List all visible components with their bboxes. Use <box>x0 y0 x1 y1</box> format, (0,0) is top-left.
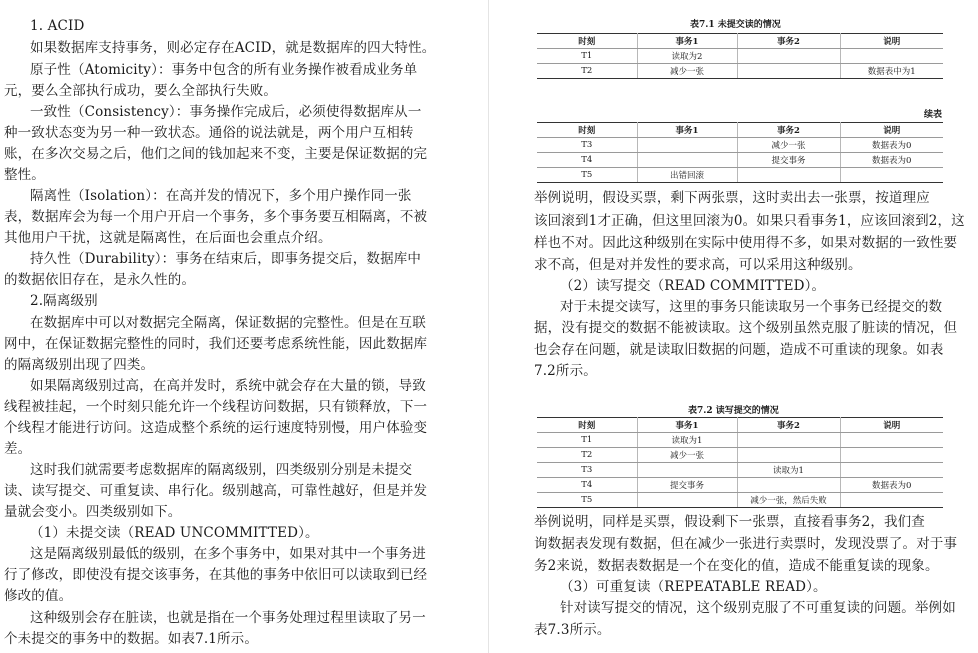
text-line: 举例说明，假设买票，剩下两张票，这时卖出去一张票，按道理应 <box>534 190 930 206</box>
right-page <box>500 0 978 653</box>
table-cell: T4 <box>537 478 637 493</box>
table-cell <box>737 448 840 463</box>
acid-heading: 1. ACID <box>30 18 85 34</box>
text-line: 持久性（Durability）：事务在结束后，即事务提交后，数据库中 <box>30 251 422 267</box>
table-cell: 提交事务 <box>637 478 737 493</box>
text-line: 账，在多次交易之后，他们之间的钱加起来不变，主要是保证数据的完 <box>4 146 428 162</box>
text-line: 7.2所示。 <box>534 363 597 379</box>
header-cell: 时刻 <box>537 123 637 138</box>
text-line: 个未提交的事务中的数据。如表7.1所示。 <box>4 631 258 647</box>
table-cell <box>737 168 840 183</box>
table-row <box>537 448 943 463</box>
table-row <box>537 153 943 168</box>
text-line: 一致性（Consistency）：事务操作完成后，必须使得数据库从一 <box>30 104 422 120</box>
header-cell: 说明 <box>840 34 943 49</box>
table-7-1-continued <box>537 122 943 183</box>
text-line: 隔离性（Isolation）：在高并发的情况下，多个用户操作同一张 <box>30 188 412 204</box>
table-cell: T3 <box>537 138 637 153</box>
table-cell <box>840 433 943 448</box>
table-cell: 数据表为0 <box>840 153 943 168</box>
text-line: 量就会变小。四类级别如下。 <box>4 504 182 520</box>
header-cell: 事务2 <box>737 123 840 138</box>
text-line: 这是隔离级别最低的级别，在多个事务中，如果对其中一个事务进 <box>30 546 426 562</box>
text-line: 其他用户干扰，这就是隔离性，在后面也会重点介绍。 <box>4 230 332 246</box>
text-line: 这种级别会存在脏读，也就是指在一个事务处理过程里读取了另一 <box>30 610 426 626</box>
table-row <box>537 64 943 79</box>
table-header-row <box>537 123 943 138</box>
table-cell: T1 <box>537 433 637 448</box>
text-line: 表，数据库会为每一个用户开启一个事务，多个事务要互相隔离，不被 <box>4 209 428 225</box>
text-line: 询数据表发现有数据，但在减少一张进行卖票时，发现没票了。对于事 <box>534 536 958 552</box>
text-line: 如果隔离级别过高，在高并发时，系统中就会存在大量的锁，导致 <box>30 378 426 394</box>
table-row <box>537 493 943 508</box>
text-line: 个线程才能进行访问。这造成整个系统的运行速度特别慢，用户体验变 <box>4 420 428 436</box>
text-line: 也会存在问题，就是读取旧数据的问题，造成不可重读的现象。如表 <box>534 342 944 358</box>
table-cell <box>737 49 840 64</box>
table-row <box>537 478 943 493</box>
header-cell: 时刻 <box>537 418 637 433</box>
text-line: 原子性（Atomicity）：事务中包含的所有业务操作被看成业务单 <box>30 62 418 78</box>
text-line: 的隔离级别出现了四类。 <box>4 357 155 373</box>
table-cell <box>840 168 943 183</box>
table-cell: T4 <box>537 153 637 168</box>
text-line: 务2来说，数据表数据是一个在变化的值，造成不能重复读的现象。 <box>534 558 939 574</box>
text-line: 表7.3所示。 <box>534 622 611 638</box>
table-cell: 读取为2 <box>637 49 737 64</box>
header-cell: 事务1 <box>637 34 737 49</box>
text-line: 的数据依旧存在，是永久性的。 <box>4 272 196 288</box>
table-header-row <box>537 34 943 49</box>
isolation-level-heading: 2.隔离级别 <box>30 293 98 309</box>
table-cell: 提交事务 <box>737 153 840 168</box>
text-line: 该回滚到1才正确，但这里回滚为0。如果只看事务1，应该回滚到2，这 <box>534 213 965 229</box>
table-cell: 出错回滚 <box>637 168 737 183</box>
table-cell <box>737 64 840 79</box>
table-7-1-caption: 表7.1 未提交读的情况 <box>690 20 781 30</box>
text-line: 行了修改，即使没有提交该事务，在其他的事务中依旧可以读取到已经 <box>4 567 428 583</box>
table-cell: T5 <box>537 168 637 183</box>
text-line: 这时我们就需要考虑数据库的隔离级别，四类级别分别是未提交 <box>30 462 413 478</box>
text-line: 元，要么全部执行成功，要么全部执行失败。 <box>4 83 277 99</box>
table-cell <box>637 153 737 168</box>
table-row <box>537 168 943 183</box>
text-line: 求不高，但是对并发性的要求高，可以采用这种级别。 <box>534 257 862 273</box>
table-cell <box>637 463 737 478</box>
table-cell <box>840 493 943 508</box>
table-cell: T2 <box>537 64 637 79</box>
text-line: 读、读写提交、可重复读、串行化。级别越高，可靠性越好，但是并发 <box>4 483 428 499</box>
text-line: 网中，在保证数据完整性的同时，我们还要考虑系统性能，因此数据库 <box>4 336 428 352</box>
text-line: 样也不对。因此这种级别在实际中使用得不多，如果对数据的一致性要 <box>534 235 958 251</box>
table-cell: 减少一张 <box>737 138 840 153</box>
text-line: 在数据库中可以对数据完全隔离，保证数据的完整性。但是在互联 <box>30 315 426 331</box>
table-cell: 减少一张，然后失败 <box>737 493 840 508</box>
table-cell <box>840 463 943 478</box>
table-cell: T5 <box>537 493 637 508</box>
table-7-2 <box>537 417 943 508</box>
header-cell: 说明 <box>840 123 943 138</box>
table-cell: T1 <box>537 49 637 64</box>
table-cell <box>637 493 737 508</box>
header-cell: 说明 <box>840 418 943 433</box>
table-7-1 <box>537 33 943 79</box>
table-cell: 减少一张 <box>637 448 737 463</box>
continued-table-label: 续表 <box>924 110 943 120</box>
table-cell <box>737 478 840 493</box>
header-cell: 事务1 <box>637 123 737 138</box>
table-cell: 数据表为0 <box>840 138 943 153</box>
table-cell: 读取为1 <box>737 463 840 478</box>
table-cell: 读取为1 <box>637 433 737 448</box>
table-cell <box>637 138 737 153</box>
text-line: 修改的值。 <box>4 588 73 604</box>
header-cell: 事务2 <box>737 34 840 49</box>
read-committed-heading: （2）读写提交（READ COMMITTED）。 <box>560 278 826 294</box>
text-line: 线程被挂起，一个时刻只能允许一个线程访问数据，只有锁释放，下一 <box>4 399 428 415</box>
page-divider <box>488 0 489 653</box>
table-cell: T3 <box>537 463 637 478</box>
table-header-row <box>537 418 943 433</box>
text-line: 据，没有提交的数据不能被读取。这个级别虽然克服了脏读的情况，但 <box>534 320 958 336</box>
text-line: 整性。 <box>4 167 45 183</box>
table-cell: 数据表为0 <box>840 478 943 493</box>
text-line: 如果数据库支持事务，则必定存在ACID，就是数据库的四大特性。 <box>30 40 436 56</box>
table-cell <box>840 49 943 64</box>
text-line: 对于未提交读写，这里的事务只能读取另一个事务已经提交的数 <box>560 299 943 315</box>
text-line: 种一致状态变为另一种一致状态。通俗的说法就是，两个用户互相转 <box>4 125 414 141</box>
repeatable-read-heading: （3）可重复读（REPEATABLE READ）。 <box>560 579 827 595</box>
table-row <box>537 463 943 478</box>
table-cell: T2 <box>537 448 637 463</box>
header-cell: 事务1 <box>637 418 737 433</box>
table-row <box>537 49 943 64</box>
text-line: 差。 <box>4 441 32 457</box>
left-page <box>0 0 478 653</box>
table-row <box>537 138 943 153</box>
text-line: 举例说明，同样是买票，假设剩下一张票，直接看事务2，我们查 <box>534 514 925 530</box>
read-uncommitted-heading: （1）未提交读（READ UNCOMMITTED）。 <box>30 525 319 541</box>
header-cell: 事务2 <box>737 418 840 433</box>
table-cell <box>737 433 840 448</box>
text-line: 针对读写提交的情况，这个级别克服了不可重复读的问题。举例如 <box>560 600 956 616</box>
table-7-2-caption: 表7.2 读写提交的情况 <box>688 406 779 416</box>
table-row <box>537 433 943 448</box>
header-cell: 时刻 <box>537 34 637 49</box>
table-cell: 数据表中为1 <box>840 64 943 79</box>
table-cell: 减少一张 <box>637 64 737 79</box>
table-cell <box>840 448 943 463</box>
